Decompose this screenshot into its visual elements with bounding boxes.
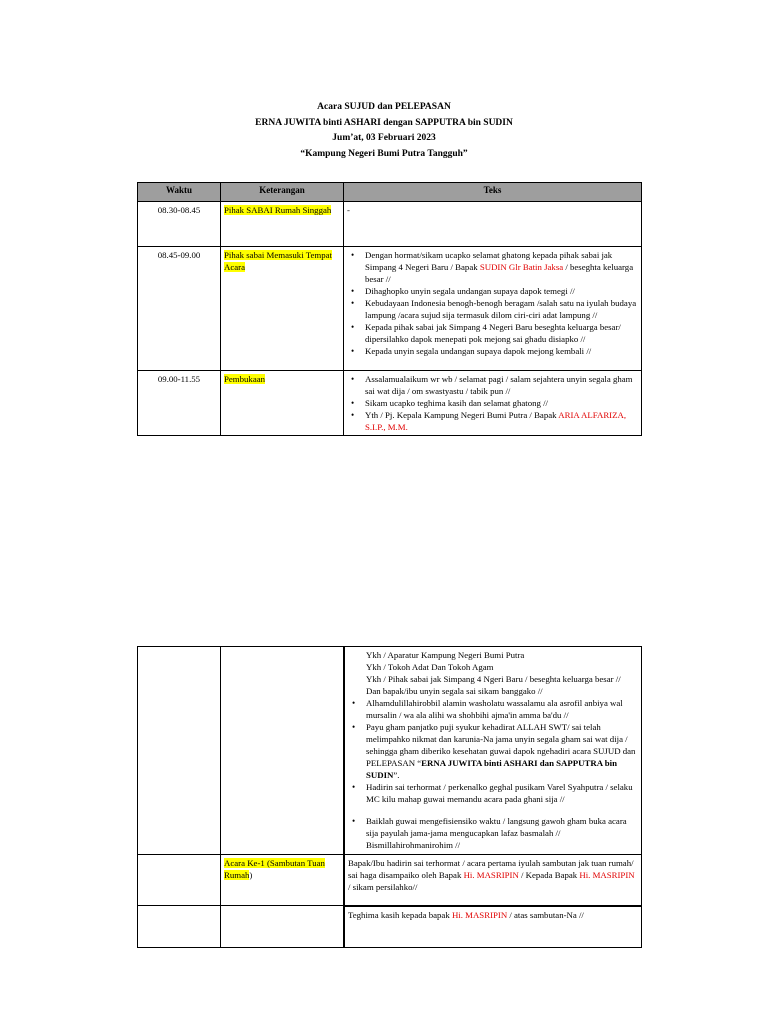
- greeting-line: Ykh / Tokoh Adat Dan Tokoh Agam: [366, 662, 494, 672]
- row-time: [138, 855, 221, 906]
- row-time: 09.00-11.55: [138, 371, 221, 436]
- row-desc-text: Pembukaan: [224, 374, 266, 384]
- schedule-table-continued: [137, 646, 642, 948]
- text-span: Dengan hormat/sikam ucapko selamat ghatong kepada pihak sabai jak Simpang 4 Negeri Baru / Bapak: [365, 250, 613, 272]
- table-row: [138, 647, 642, 855]
- row-desc: [221, 247, 344, 371]
- row-text: [344, 371, 642, 436]
- name-red: ARIA ALFARIZA, S.I.P., M.M.: [365, 410, 627, 432]
- list-item: • Alhamdulillahirobbil alamin washolatu wassalamu ala asrofil anbiya wal mursalin / wa ala alihi wa shohbihi ajma'in amma ba'du //: [366, 697, 638, 721]
- list-item: • Sikam ucapko teghima kasih dan selamat ghatong //: [365, 397, 638, 409]
- text-span: Teghima kasih kepada bapak: [348, 909, 452, 920]
- title-line-4: “Kampung Negeri Bumi Putra Tangguh”: [300, 148, 468, 159]
- text-span: Bapak/Ibu hadirin sai terhormat / acara pertama iyulah sambutan jak tuan rumah/ sai haga disampaiko oleh Bapak: [348, 858, 634, 880]
- name-red: Hi. MASRIPIN: [463, 870, 519, 880]
- greeting-line: Dan bapak/ibu unyin segala sai sikam banggako //: [366, 686, 543, 696]
- row-text: [344, 647, 642, 855]
- text-span: Baiklah guwai mengefisiensiko waktu / langsung gawoh gham buka acara sija payulah jama-jama mengucapkan lafaz basmalah //: [366, 816, 627, 838]
- list-item: • Assalamualaikum wr wb / selamat pagi / salam sejahtera unyin segala gham sai wat dija / om swastyastu / tabik pun //: [365, 373, 638, 397]
- row-text: [344, 247, 642, 371]
- list-item: • Hadirin sai terhormat / perkenalko geghal pusikam Varel Syahputra / selaku MC kilu mahap guwai memandu acara pada ghani sija //: [366, 781, 638, 805]
- row-desc: [221, 906, 345, 948]
- title-line-2: ERNA JUWITA binti ASHARI dengan SAPPUTRA bin SUDIN: [255, 117, 513, 128]
- header-keterangan: Keterangan: [221, 183, 344, 202]
- table-row: [138, 855, 642, 906]
- table-row: [138, 906, 642, 948]
- row-desc-text: Pihak SABAI Rumah Singgah: [224, 205, 332, 215]
- schedule-table: [137, 182, 642, 436]
- text-span: Payu gham panjatko puji syukur kehadirat ALLAH SWT/ sai telah melimpahko nikmat dan karunia-Na jama unyin segala gham sai wat dija / sehingga gham diberiko kesehatan guwai dapok ngehadiri acara SUJUD dan PELEPASAN “: [366, 722, 636, 768]
- list-item: • Kepada unyin segala undangan supaya dapok mejong kembali //: [365, 345, 638, 357]
- list-item: [366, 721, 638, 781]
- name-red: SUDIN Glr Batin Jaksa: [479, 262, 564, 272]
- list-item: • Kepada pihak sabai jak Simpang 4 Negeri Baru beseghta keluarga besar/ dipersilahko dapok menepati pok mejong sai ghadu disiapko //: [365, 321, 638, 345]
- bullet-list: [348, 697, 638, 805]
- text-span: Bismillahirohmanirohim //: [366, 840, 461, 850]
- text-span: Yth / Pj. Kepala Kampung Negeri Bumi Putra / Bapak: [365, 410, 559, 420]
- greeting-line: Ykh / Aparatur Kampung Negeri Bumi Putra: [366, 650, 525, 660]
- table-row: [138, 202, 642, 247]
- row-desc: [221, 371, 344, 436]
- row-desc-text: Acara Ke-1 (Sambutan Tuan Rumah: [224, 858, 325, 880]
- row-text: [344, 906, 642, 948]
- bullet-list: [347, 249, 638, 357]
- row-time: [138, 906, 221, 948]
- row-desc-text: Pihak sabai Memasuki Tempat Acara: [224, 250, 332, 272]
- row-time: 08.30-08.45: [138, 202, 221, 247]
- text-span: / Kepada Bapak: [518, 870, 580, 880]
- list-item: [365, 409, 638, 433]
- list-item: [366, 815, 638, 851]
- list-item: • Dihaghopko unyin segala undangan supaya dapok temegi //: [365, 285, 638, 297]
- row-desc-text: ): [249, 870, 253, 880]
- name-red: Hi. MASRIPIN: [451, 909, 508, 920]
- text-span: / sikam persilahko//: [348, 882, 418, 892]
- greeting-line: Ykh / Pihak sabai jak Simpang 4 Ngeri Baru / beseghta keluarga besar //: [366, 674, 621, 684]
- row-desc: [221, 647, 345, 855]
- row-text: -: [344, 202, 642, 247]
- table-row: [138, 247, 642, 371]
- row-time: 08.45-09.00: [138, 247, 221, 371]
- bullet-list: [347, 373, 638, 433]
- couple-names: ERNA JUWITA binti ASHARI dan SAPPUTRA bin SUDIN: [366, 758, 618, 780]
- text-span: / atas sambutan-Na //: [507, 909, 584, 920]
- title-line-1: Acara SUJUD dan PELEPASAN: [317, 102, 451, 112]
- text-span: / beseghta keluarga besar //: [365, 262, 634, 284]
- row-time: [138, 647, 221, 855]
- row-desc: [221, 855, 345, 906]
- row-desc: [221, 202, 344, 247]
- bullet-list: [348, 815, 638, 851]
- row-text: [344, 855, 642, 906]
- header-waktu: Waktu: [138, 183, 221, 202]
- list-item: [365, 249, 638, 285]
- document-title: [0, 100, 768, 162]
- list-item: • Kebudayaan Indonesia benogh-benogh beragam /salah satu na iyulah budaya lampung /acara sujud sija termasuk dilom ciri-ciri adat lampung //: [365, 297, 638, 321]
- table-header-row: [138, 183, 642, 202]
- table-row: [138, 371, 642, 436]
- text-span: ”.: [393, 770, 400, 780]
- greeting-lines: [348, 649, 638, 697]
- name-red: Hi. MASRIPIN: [579, 870, 635, 880]
- header-teks: Teks: [344, 183, 642, 202]
- title-line-3: Jum’at, 03 Februari 2023: [332, 133, 436, 143]
